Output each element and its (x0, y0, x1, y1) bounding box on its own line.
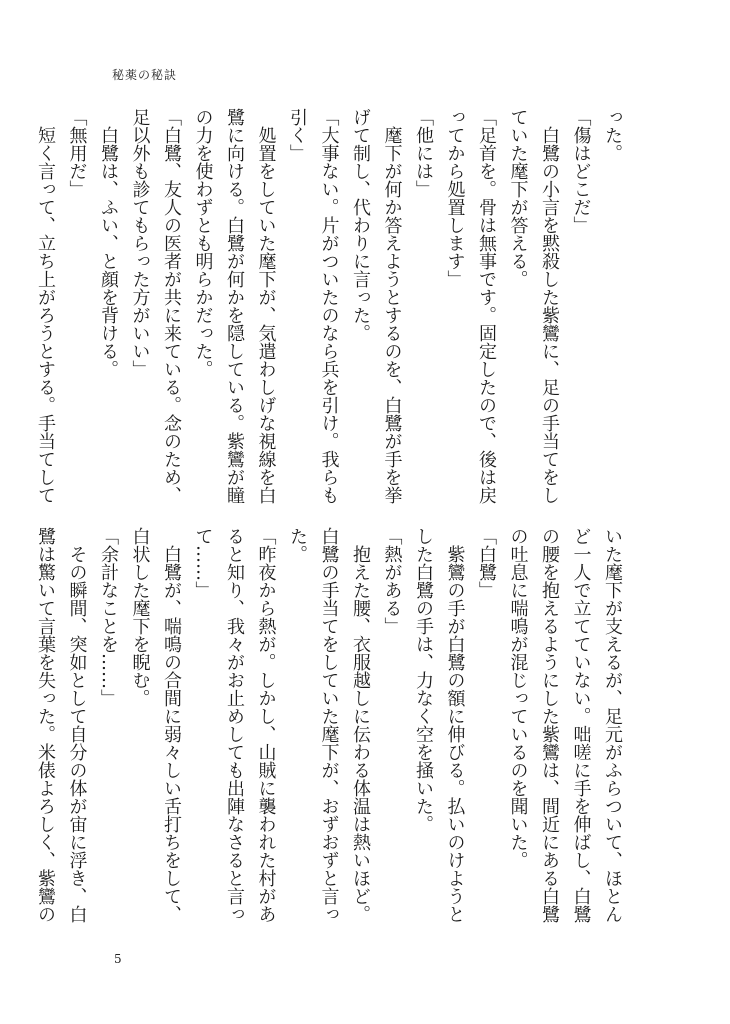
text-line: 白鷺は、ふい、と顔を背ける。 (98, 108, 119, 378)
text-line: 白鷺の小言を黙殺した紫鸞に、足の手当てをし (539, 108, 560, 504)
text-line: 白状した麾下を睨む。 (129, 527, 151, 707)
text-line: の吐息に喘鳴が混じっているのを聞いた。 (507, 527, 529, 869)
text-line: 鷺は驚いて言葉を失った。米俵よろしく、紫鸞の (35, 527, 56, 923)
text-line: 「傷はどこだ」 (570, 108, 592, 234)
text-line: た。 (287, 527, 308, 563)
text-line: した白鷺の手は、力なく空を掻いた。 (413, 527, 434, 833)
text-line: の力を使わずとも明らかだった。 (192, 108, 214, 378)
text-line: いた麾下が支えるが、足元がふらついて、ほとん (602, 527, 623, 923)
text-line: 「足首を。骨は無事です。固定したので、後は戻 (476, 108, 497, 504)
text-line: 抱えた腰、衣服越しに伝わる体温は熱いほど。 (350, 527, 371, 923)
text-line: 短く言って、立ち上がろうとする。手当てして (35, 108, 56, 504)
text-line: 白鷺が、喘鳴の合間に弱々しい舌打ちをして、 (161, 527, 182, 923)
text-line: 「昨夜から熱が。しかし、山賊に襲われた村があ (255, 527, 277, 923)
text-line: った。 (602, 108, 623, 162)
text-line: の腰を抱えるようにした紫鸞は、間近にある白鷺 (539, 527, 560, 923)
text-line: 鷺に向ける。白鷺が何かを隠している。紫鸞が瞳 (224, 108, 245, 504)
text-line: 麾下が何か答えようとするのを、白鷺が手を挙 (381, 108, 403, 504)
text-line: 「熱がある」 (381, 527, 403, 635)
text-line: 引く」 (287, 108, 308, 162)
text-block-bottom (30, 527, 629, 923)
text-line: 「無用だ」 (66, 108, 88, 198)
text-line: 足以外も診てもらった方がいい」 (129, 108, 151, 378)
text-line: ると知り、我々がお止めしても出陣なさると言っ (224, 527, 245, 923)
text-line: 「他には」 (413, 108, 434, 198)
text-line: 紫鸞の手が白鷺の額に伸びる。払いのけようと (444, 527, 466, 923)
text-line: ってから処置します」 (444, 108, 466, 288)
text-line: 「白鷺、友人の医者が共に来ている。念のため、 (161, 108, 182, 504)
text-block-top (30, 108, 629, 508)
text-line: その瞬間、突如として自分の体が宙に浮き、白 (66, 527, 88, 923)
text-line: 処置をしていた麾下が、気遣わしげな視線を白 (255, 108, 277, 504)
text-line: て……」 (192, 527, 214, 599)
running-header: 秘薬の秘訣 (112, 68, 178, 82)
page-number: 5 (114, 952, 122, 966)
text-line: ど一人で立てていない。咄嗟に手を伸ばし、白鷺 (570, 527, 592, 923)
text-line: 「白鷺」 (476, 527, 497, 599)
text-line: げて制し、代わりに言った。 (350, 108, 371, 342)
text-line: 「大事ない。片がついたのなら兵を引け。我らも (318, 108, 340, 504)
text-line: ていた麾下が答える。 (507, 108, 529, 288)
text-line: 「余計なことを……」 (98, 527, 119, 707)
text-line: 白鷺の手当てをしていた麾下が、おずおずと言っ (318, 527, 340, 923)
